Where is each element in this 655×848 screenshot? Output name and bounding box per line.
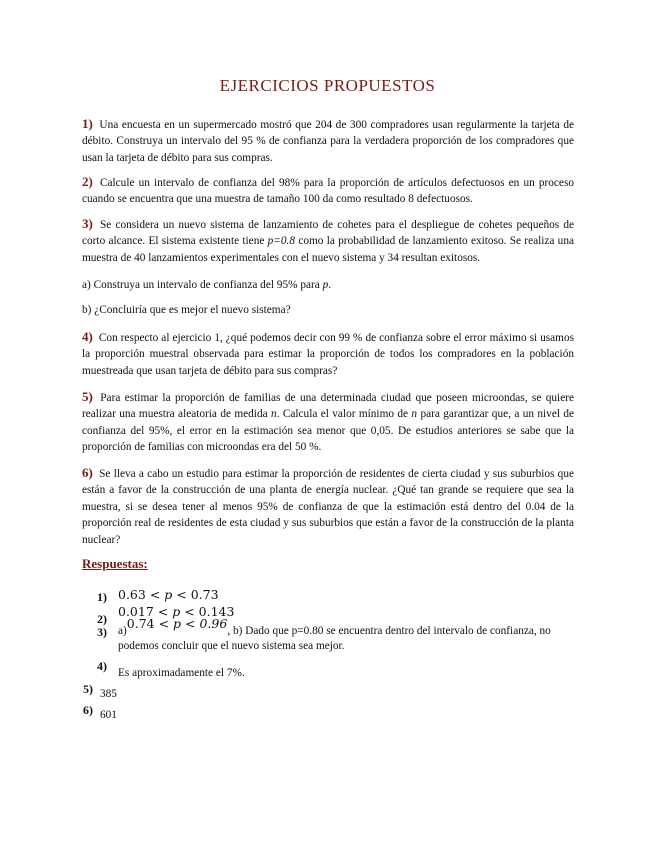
exercise-text: Con respecto al ejercicio 1, ¿qué podemos decir con 99 % de confianza sobre el error máximo si usamos la proporción muestral observada para estimar la proporción de todos los compradores en la población muestreada que usan tarjeta de débito para sus compras? — [82, 332, 575, 377]
answer-number: 5) — [83, 682, 93, 696]
subitem-text: b) ¿Concluiría que es mejor el nuevo sistema? — [82, 304, 291, 316]
answer-prefix: a) — [118, 625, 127, 637]
answers-heading: Respuestas: — [82, 556, 148, 571]
probability-value: p=0.8 — [267, 235, 296, 248]
exercise-text: Una encuesta en un supermercado mostró que 204 de 300 compradores usan regularmente la tarjeta de débito. Construya un intervalo del 95 % de confianza para la verdadera proporción de los compradores que usan la tarjeta de débito para sus compras. — [82, 119, 574, 164]
exercise-text: . Calcula el valor mínimo de — [276, 408, 412, 421]
subitem-text: a) Construya un intervalo de confianza del 95% para — [82, 279, 323, 291]
exercise-1 — [82, 116, 574, 166]
interval-upper: 0.96 — [199, 616, 228, 631]
interval-lower: 0.63 — [118, 587, 146, 602]
exercise-text: Se lleva a cabo un estudio para estimar la proporción de residentes de cierta ciudad y sus suburbios que están a favor de la construcción de una planta de energía nuclear. ¿Qué tan grande se requiere que sea la muestra, si se desea tener al menos 95% de confianza de que la estimación está dentro del 0.04 de la proporción real de residentes de esta ciudad y sus suburbios que están a favor de la construcción de la planta nuclear? — [82, 468, 574, 546]
interval-upper: 0.73 — [190, 587, 219, 602]
variable-p: p — [164, 587, 173, 602]
variable-p: p — [173, 616, 182, 631]
variable-p: p — [172, 604, 181, 619]
answer-2: 0.017 < p < 0.143 — [118, 604, 235, 619]
answer-number: 1) — [97, 590, 107, 604]
answer-5: 385 — [100, 688, 117, 700]
interval-upper: 0.143 — [198, 604, 235, 619]
exercise-3b — [82, 302, 574, 318]
interval-lower: 0.74 — [126, 616, 155, 631]
subitem-end: . — [328, 279, 332, 291]
answer-number: 4) — [97, 659, 107, 673]
page-title: EJERCICIOS PROPUESTOS — [219, 76, 436, 95]
answer-number: 2) — [97, 612, 107, 626]
interval-lower: 0.017 — [118, 604, 154, 619]
variable-n: n — [271, 408, 277, 421]
exercise-3 — [82, 216, 574, 266]
exercise-text: como la probabilidad de lanzamiento exitoso. Se realiza una muestra de 40 lanzamientos experimentales con el nuevo sistema y 34 resultan exitosos. — [82, 235, 574, 264]
answer-1: 0.63 < p < 0.73 — [118, 587, 219, 602]
answer-number: 6) — [83, 703, 93, 717]
answer-3 — [118, 616, 574, 654]
answer-number: 3) — [97, 625, 107, 639]
variable-p: p — [322, 279, 329, 291]
exercise-5 — [82, 389, 574, 456]
exercise-number: 3) — [82, 216, 93, 231]
exercise-3a — [82, 277, 574, 293]
exercise-text: Para estimar la proporción de familias de una determinada ciudad que poseen microondas, se quiere realizar una muestra aleatoria de medida — [82, 392, 574, 421]
exercise-4 — [82, 329, 574, 379]
answer-3-interval: 0.74 < p < 0.96 — [126, 616, 228, 631]
answer-text: , b) Dado que p=0.80 se encuentra dentro del intervalo de confianza, no podemos concluir que el nuevo sistema sea mejor. — [118, 625, 551, 652]
exercise-text: Se considera un nuevo sistema de lanzamiento de cohetes para el despliegue de cohetes pequeños de corto alcance. El sistema existente tiene — [82, 219, 575, 248]
exercise-number: 6) — [82, 465, 93, 480]
exercise-number: 2) — [82, 174, 93, 189]
exercise-number: 5) — [82, 389, 93, 404]
exercise-text: para garantizar que, a un nivel de confianza del 95%, el error en la estimación sea menor que 0,05. De estudios anteriores se sabe que la proporción de familias con microondas era del 50 %. — [82, 408, 575, 454]
variable-n: n — [411, 408, 418, 421]
exercise-6 — [82, 465, 574, 548]
exercise-number: 4) — [82, 329, 93, 344]
answer-6: 601 — [100, 709, 117, 721]
exercise-number: 1) — [82, 116, 93, 131]
answer-4: Es aproximadamente el 7%. — [118, 667, 245, 679]
exercise-text: Calcule un intervalo de confianza del 98% para la proporción de artículos defectuosos en un proceso cuando se encuentra que una muestra de tamaño 100 da como resultado 8 defectuosos. — [82, 177, 574, 206]
exercise-2 — [82, 174, 574, 208]
